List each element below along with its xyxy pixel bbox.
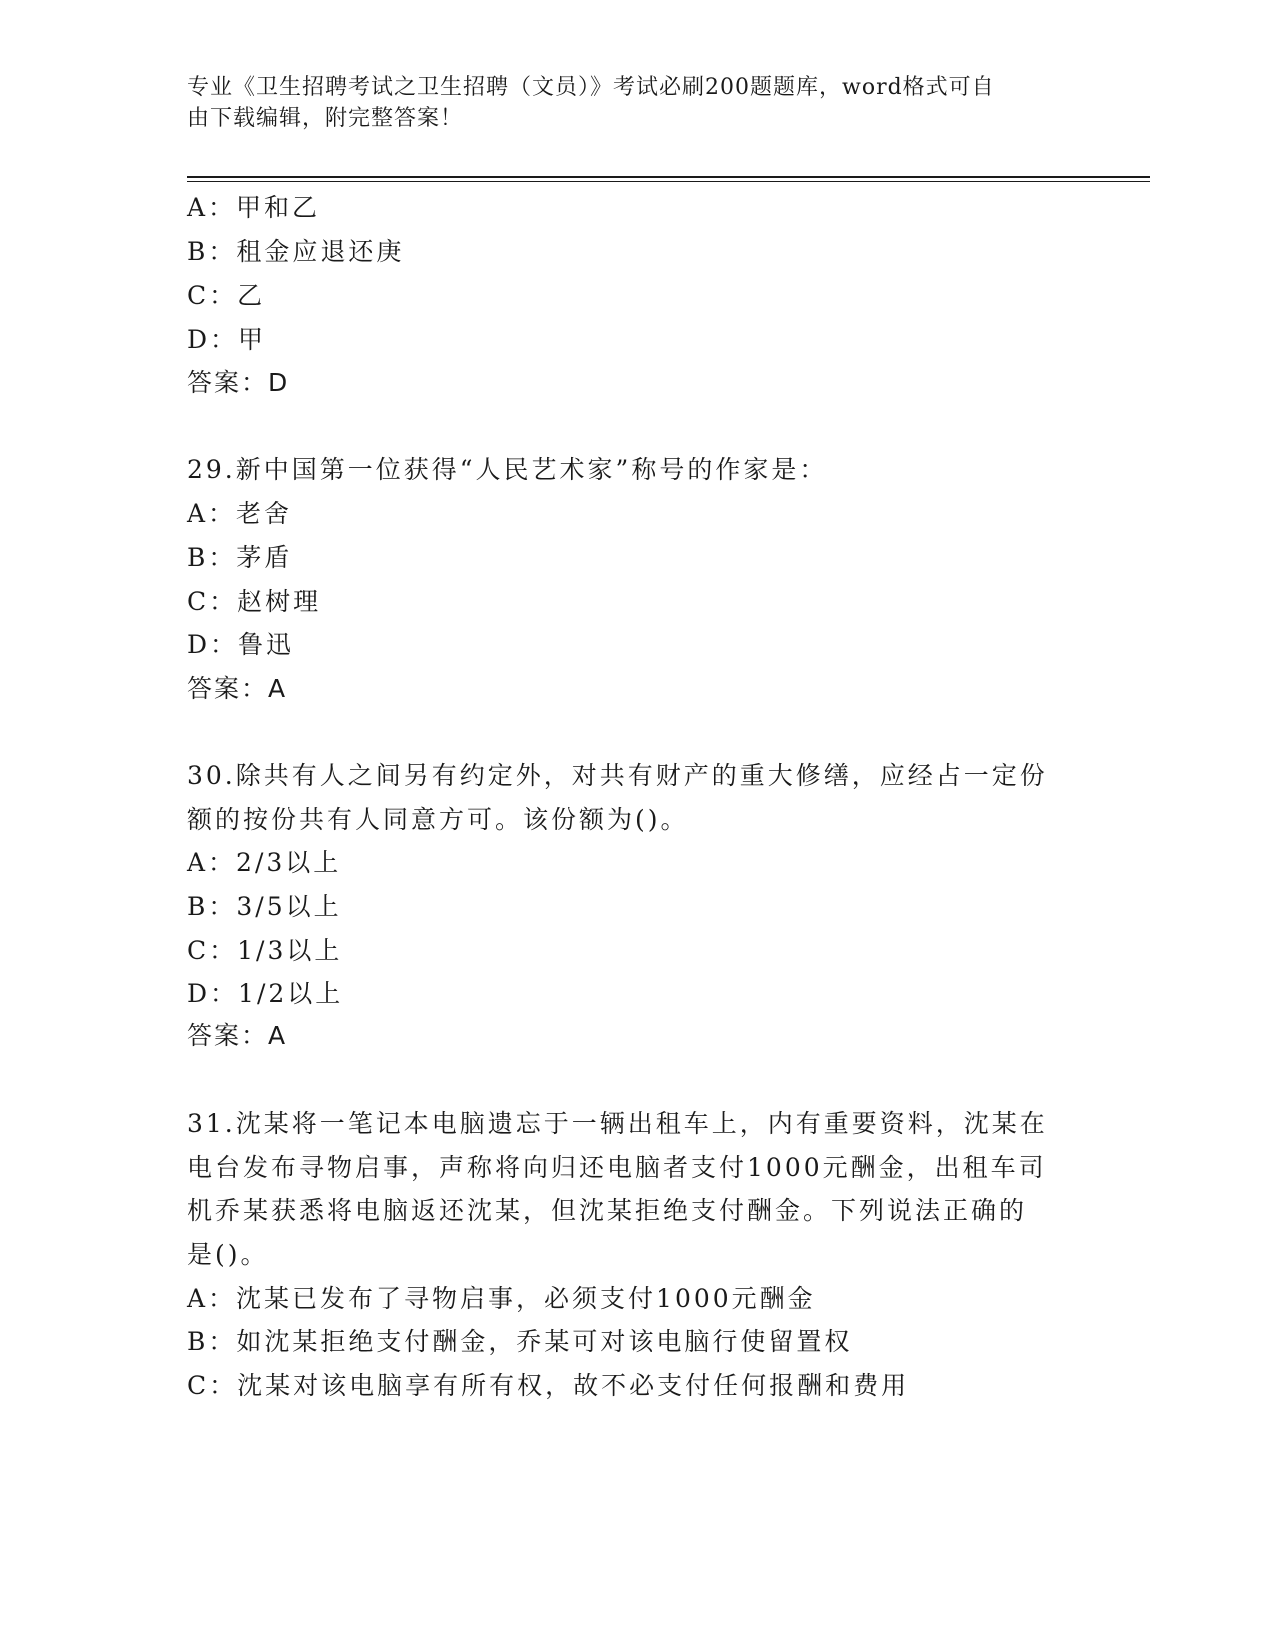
q28-option-b: B：租金应退还庚 [187,237,405,266]
q31-question-line-4: 是()。 [187,1240,269,1269]
q31-question-line-2: 电台发布寻物启事，声称将向归还电脑者支付1000元酬金，出租车司 [187,1153,1047,1182]
q30-option-c: C：1/3以上 [187,936,343,965]
q29-option-b: B：茅盾 [187,543,293,572]
q30-option-a: A：2/3以上 [187,848,342,877]
q31-question-line-3: 机乔某获悉将电脑返还沈某，但沈某拒绝支付酬金。下列说法正确的 [187,1196,1028,1225]
header-line-1: 专业《卫生招聘考试之卫生招聘（文员）》考试必刷200题题库，word格式可自 [187,75,995,100]
q29-option-a: A：老舍 [187,499,293,528]
q28-option-c: C：乙 [187,281,266,310]
document-header [187,72,1067,134]
q30-option-b: B：3/5以上 [187,892,342,921]
q28-option-d: D：甲 [187,325,267,354]
q31-question-line-1: 31.沈某将一笔记本电脑遗忘于一辆出租车上，内有重要资料，沈某在 [187,1109,1048,1138]
q30-answer: 答案：A [187,1021,288,1050]
q28-answer: 答案：D [187,368,290,397]
q30-question-line-1: 30.除共有人之间另有约定外，对共有财产的重大修缮，应经占一定份 [187,761,1048,790]
header-divider-thick [187,176,1150,178]
header-divider-thin [187,181,1150,182]
q31-option-c: C：沈某对该电脑享有所有权，故不必支付任何报酬和费用 [187,1371,910,1400]
q29-question: 29.新中国第一位获得“人民艺术家”称号的作家是： [187,455,828,484]
q29-option-d: D：鲁迅 [187,630,295,659]
q28-option-a: A：甲和乙 [187,193,321,222]
q31-option-b: B：如沈某拒绝支付酬金，乔某可对该电脑行使留置权 [187,1327,853,1356]
q30-option-d: D：1/2以上 [187,979,344,1008]
q29-answer: 答案：A [187,674,288,703]
header-line-2: 由下载编辑，附完整答案！ [187,106,464,131]
q30-question-line-2: 额的按份共有人同意方可。该份额为()。 [187,805,689,834]
q31-option-a: A：沈某已发布了寻物启事，必须支付1000元酬金 [187,1284,816,1313]
q29-option-c: C：赵树理 [187,587,322,616]
